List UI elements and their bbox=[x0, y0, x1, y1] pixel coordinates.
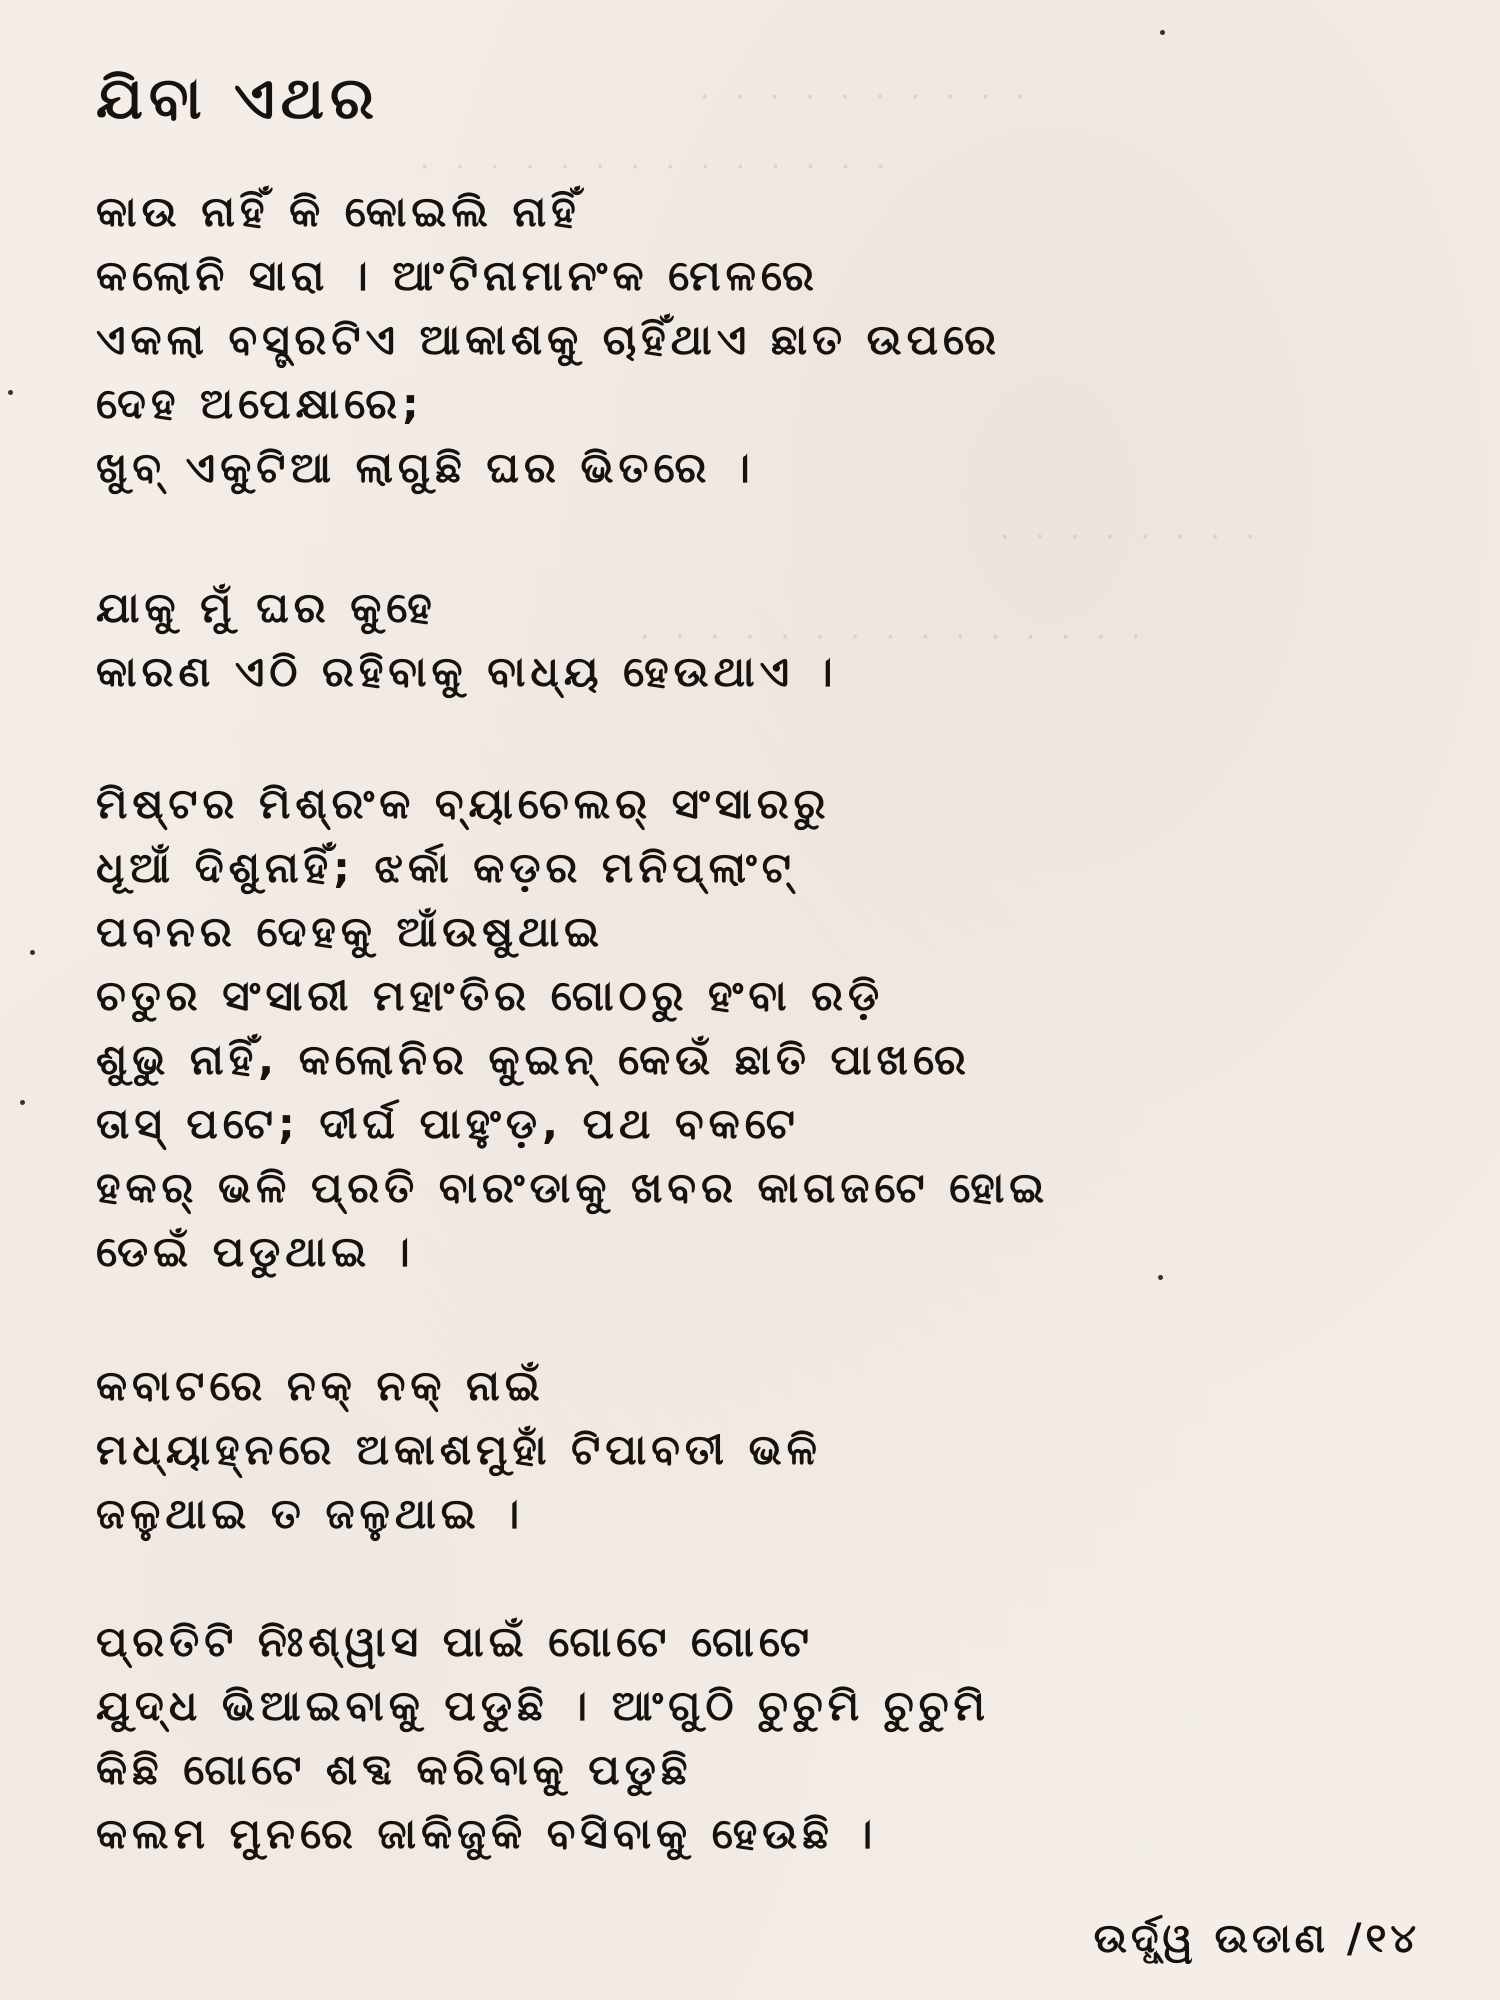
stanza-4 bbox=[96, 1354, 822, 1546]
speck bbox=[1158, 1275, 1163, 1280]
poem-line: ଦେହ ଅପେକ୍ଷାରେ; bbox=[96, 379, 424, 428]
poem-line: ଏକଲା ବସ୍ତ୍ରଟିଏ ଆକାଶକୁ ଚାହିଁଥାଏ ଛାତ ଉପରେ bbox=[96, 315, 1001, 364]
speck bbox=[20, 1100, 25, 1105]
poem-line: ପବନର ଦେହକୁ ଆଁଉଷୁଥାଇ bbox=[96, 907, 605, 956]
poem-line: କାଉ ନାହିଁ କି କୋଇଲି ନାହିଁ bbox=[96, 187, 581, 236]
poem-line: କାରଣ ଏଠି ରହିବାକୁ ବାଧ୍ୟ ହେଉଥାଏ । bbox=[96, 647, 838, 696]
poem-line: ଜଳୁଥାଇ ତ ଜଳୁଥାଇ । bbox=[96, 1489, 525, 1538]
speck bbox=[30, 950, 35, 955]
poem-line: ଯୁଦ୍ଧ ଭିଆଇବାକୁ ପଡୁଛି । ଆଂଗୁଠି ଚୁଚୁମି ଚୁଚୁମି bbox=[96, 1681, 990, 1730]
poem-line: ପ୍ରତିଟି ନିଃଶ୍ୱାସ ପାଇଁ ଗୋଟେ ଗୋଟେ bbox=[96, 1617, 814, 1666]
bleed-through-text: · · · · · · · · · · · · · · · bbox=[640, 620, 1149, 655]
speck bbox=[1160, 30, 1165, 35]
poem-line: ତାସ୍ ପଟେ; ଦୀର୍ଘ ପାହୁଂଡ଼, ପଥ ବକଟେ bbox=[96, 1099, 800, 1148]
stanza-2 bbox=[96, 576, 838, 704]
poem-line: ଡେଇଁ ପଡୁଥାଇ । bbox=[96, 1227, 415, 1276]
poem-line: ଧୂଆଁ ଦିଶୁନାହିଁ; ଝର୍କା କଡ଼ର ମନିପ୍ଲାଂଟ୍ bbox=[96, 843, 796, 892]
poem-line: ମିଷ୍ଟର ମିଶ୍ରଂକ ବ୍ୟାଚେଲର୍ ସଂସାରରୁ bbox=[96, 779, 831, 828]
stanza-3 bbox=[96, 772, 1049, 1284]
poem-line: ଖୁବ୍ ଏକୁଟିଆ ଲାଗୁଛି ଘର ଭିତରେ । bbox=[96, 443, 755, 492]
poem-line: ହକର୍ ଭଳି ପ୍ରତି ବାରଂଡାକୁ ଖବର କାଗଜଟେ ହୋଇ bbox=[96, 1163, 1050, 1212]
poem-line: କଲୋନି ସାରା । ଆଂଟିନାମାନଂକ ମେଳରେ bbox=[96, 251, 819, 300]
poem-line: ଯାକୁ ମୁଁ ଘର କୁହେ bbox=[96, 583, 437, 632]
bleed-through-text: · · · · · · · · · · bbox=[700, 80, 1034, 115]
poem-line: କିଛି ଗୋଟେ ଶବ୍ଦ କରିବାକୁ ପଡୁଛି bbox=[96, 1745, 693, 1794]
poem-line: ମଧ୍ୟାହ୍ନରେ ଅକାଶମୁହାଁ ଟିପାବତୀ ଭଳି bbox=[96, 1425, 822, 1474]
stanza-1 bbox=[96, 180, 1001, 500]
speck bbox=[8, 390, 13, 395]
bleed-through-text: · · · · · · · · · · · · · · bbox=[420, 150, 894, 185]
poem-line: କବାଟରେ ନକ୍ ନକ୍ ନାଇଁ bbox=[96, 1361, 545, 1410]
page-footer: ଉର୍ଦ୍ଧ୍ୱ ଉଡାଣ /୧୪ bbox=[1093, 1916, 1420, 1962]
poem-line: ଚତୁର ସଂସାରୀ ମହାଂତିର ଗୋଠରୁ ହଂବା ରଡ଼ି bbox=[96, 971, 885, 1020]
poem-title: ଯିବା ଏଥର bbox=[96, 64, 380, 132]
bleed-through-text: · · · · · · · · bbox=[1000, 520, 1264, 555]
stanza-5 bbox=[96, 1610, 990, 1866]
poem-line: କଲମ ମୁନରେ ଜାକିଜୁକି ବସିବାକୁ ହେଉଛି । bbox=[96, 1809, 878, 1858]
poem-line: ଶୁଭୁ ନାହିଁ, କଲୋନିର କୁଇନ୍ କେଉଁ ଛାତି ପାଖରେ bbox=[96, 1035, 971, 1084]
